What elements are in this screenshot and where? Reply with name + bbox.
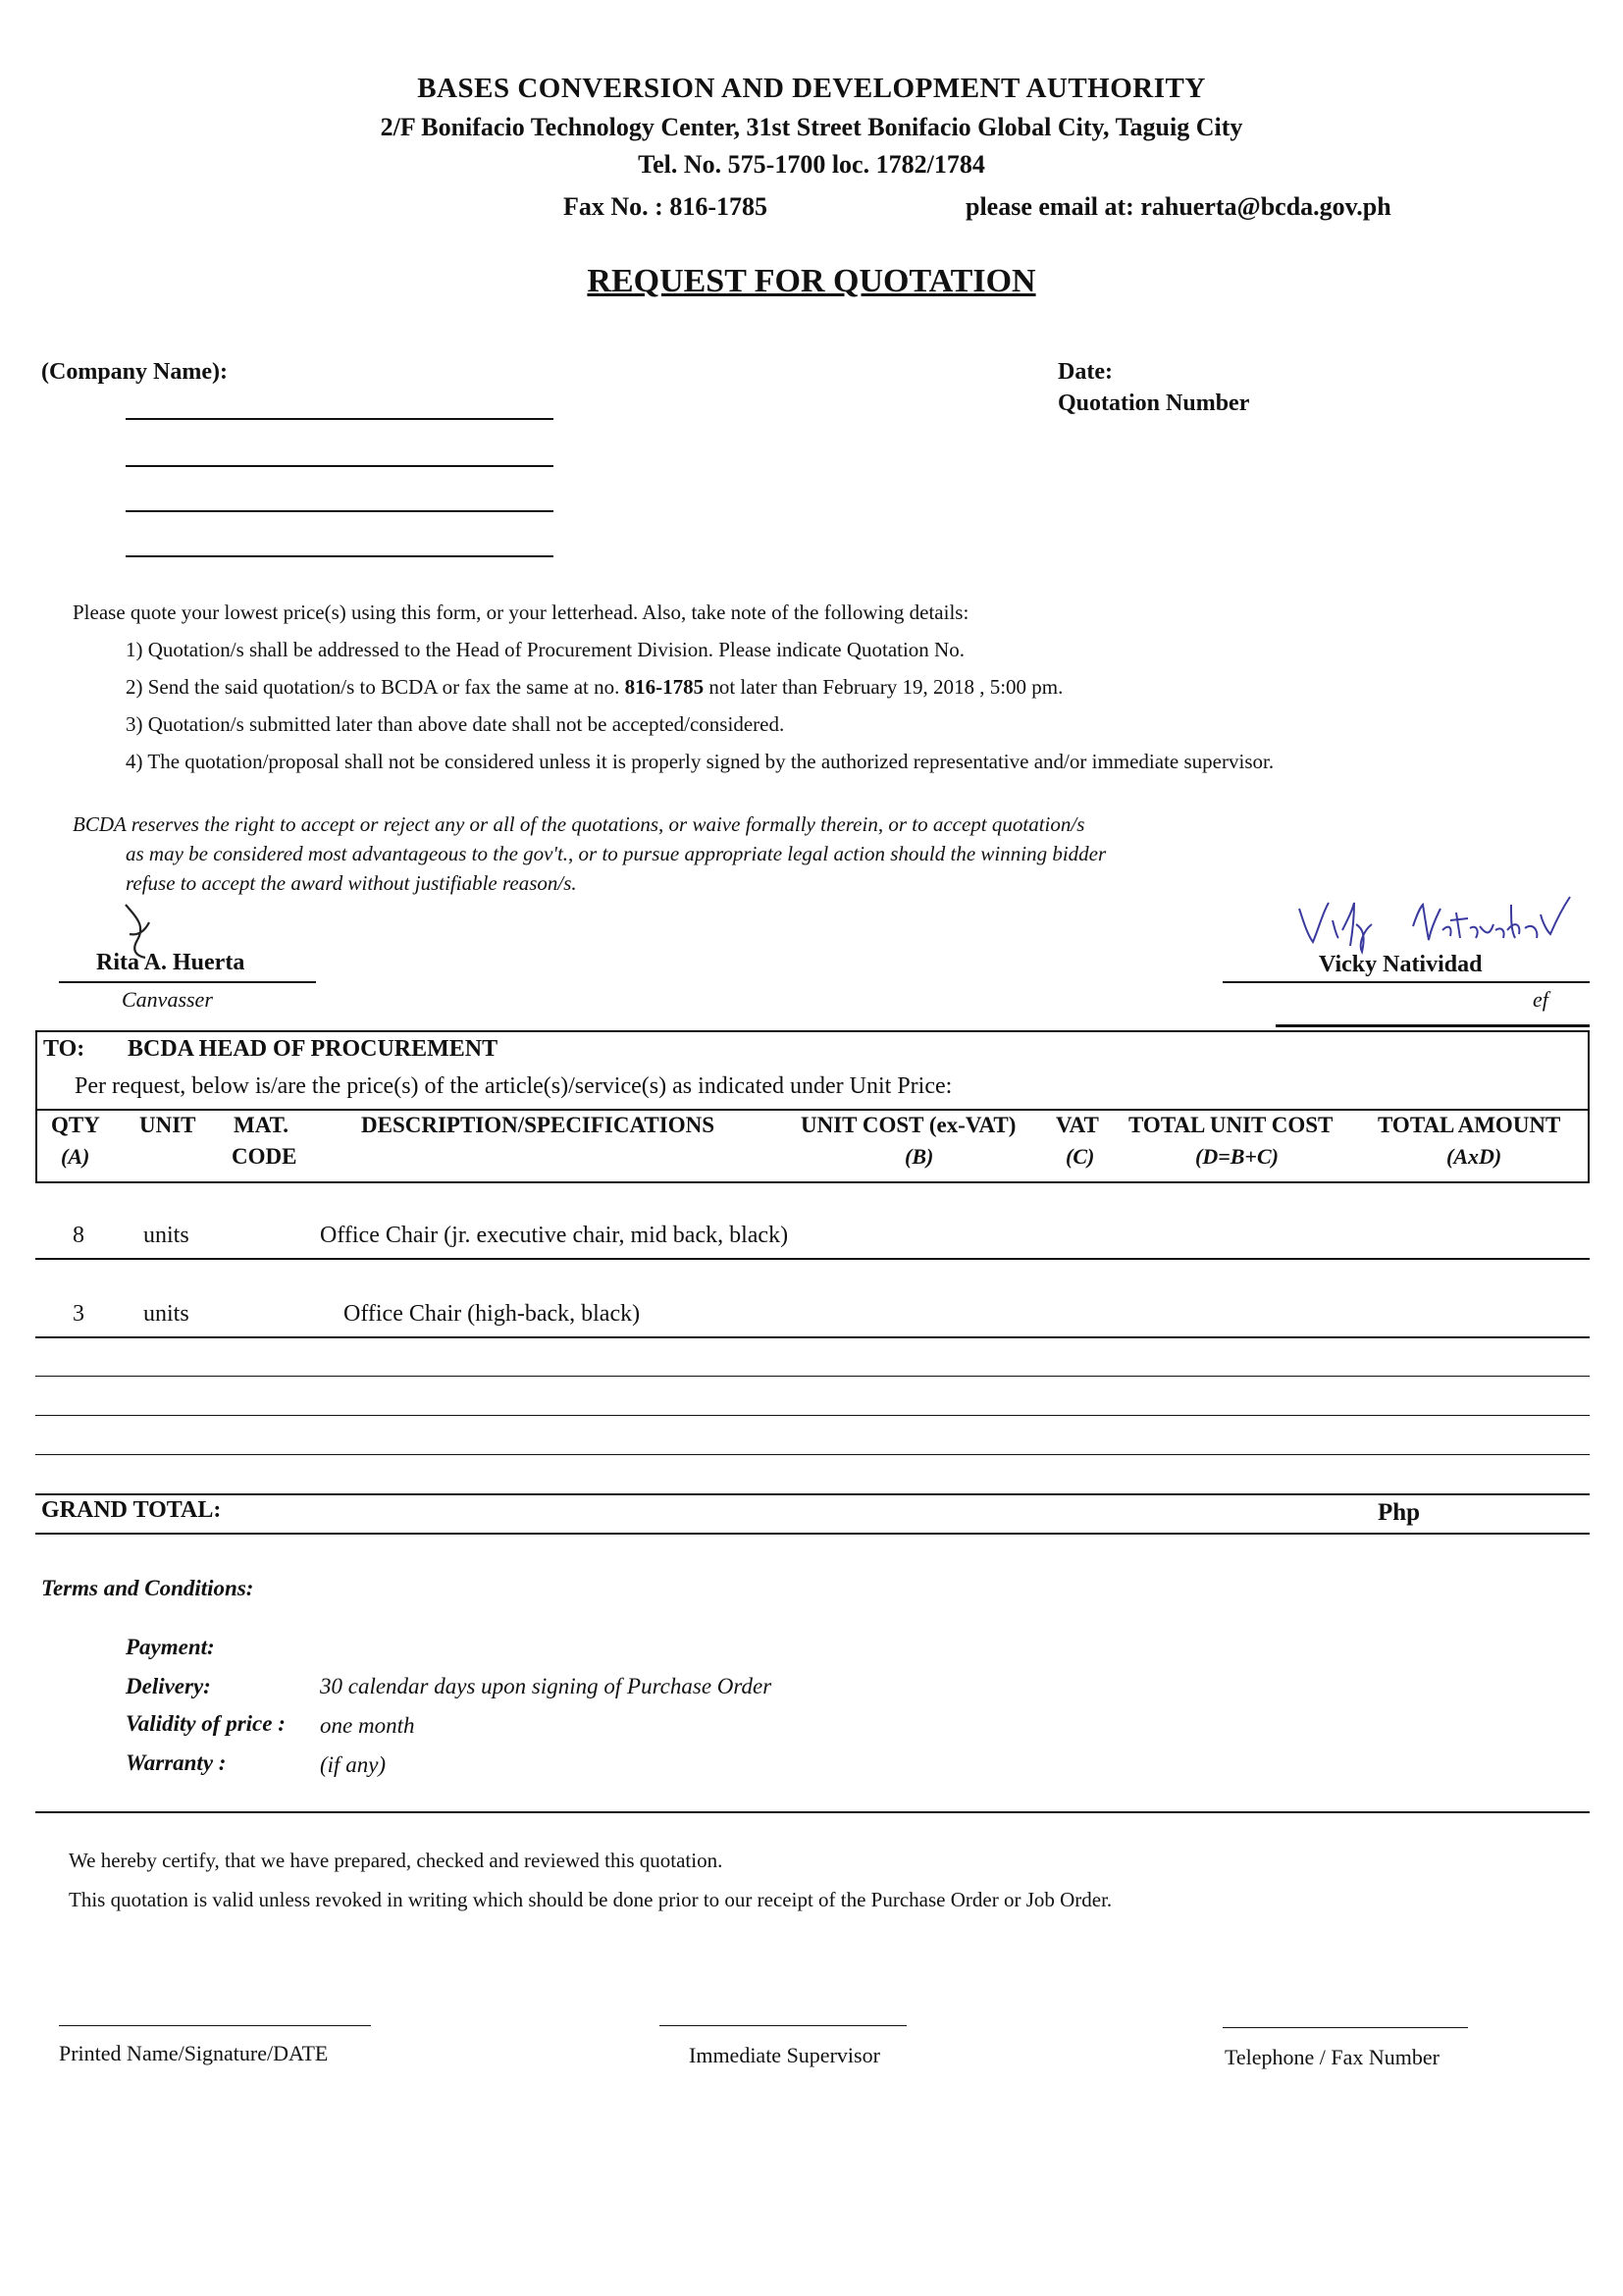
telephone-fax-line[interactable] [1223, 2027, 1468, 2028]
supervisor-name: Vicky Natividad [1319, 952, 1483, 977]
notice-line-1: BCDA reserves the right to accept or reject any or all of the quotations, or waive formally therein, or to accept quotation/s [73, 812, 1085, 836]
terms-heading: Terms and Conditions: [41, 1576, 254, 1600]
canvasser-name: Rita A. Huerta [96, 950, 245, 975]
table-row-line [35, 1493, 1590, 1495]
organization-fax: Fax No. : 816-1785 [563, 192, 767, 221]
organization-address: 2/F Bonifacio Technology Center, 31st Street Bonifacio Global City, Taguig City [380, 113, 1243, 141]
delivery-label: Delivery: [126, 1674, 211, 1698]
col-header-unit-cost: UNIT COST (ex-VAT) [801, 1113, 1017, 1137]
col-sub-qty: (A) [61, 1144, 90, 1169]
to-recipient: BCDA HEAD OF PROCUREMENT [128, 1036, 498, 1062]
col-header-vat: VAT [1056, 1113, 1099, 1137]
terms-bottom-line [35, 1811, 1590, 1813]
supervisor-signature-line [1223, 981, 1590, 983]
item-2-unit: units [143, 1301, 189, 1327]
certify-line-2: This quotation is valid unless revoked in writing which should be done prior to our receipt of the Purchase Order or Job Order. [69, 1888, 1113, 1911]
supervisor-role-fragment: ef [1533, 987, 1548, 1012]
printed-name-signature-label: Printed Name/Signature/DATE [59, 2041, 329, 2065]
company-line-3[interactable] [126, 510, 553, 512]
table-header-divider [35, 1109, 1590, 1111]
instruction-fax-number: 816-1785 [624, 675, 705, 699]
col-header-mat: MAT. [234, 1113, 288, 1137]
contact-email: please email at: rahuerta@bcda.gov.ph [966, 192, 1391, 221]
company-line-2[interactable] [126, 465, 553, 467]
warranty-label: Warranty : [126, 1750, 227, 1775]
notice-line-3: refuse to accept the award without justifiable reason/s. [126, 871, 577, 895]
validity-value: one month [320, 1713, 415, 1738]
organization-name: BASES CONVERSION AND DEVELOPMENT AUTHORITY [417, 73, 1206, 104]
instruction-item-4: 4) The quotation/proposal shall not be considered unless it is properly signed by the authorized representative and/or immediate supervisor. [126, 750, 1275, 773]
item-2-qty: 3 [73, 1301, 84, 1327]
payment-label: Payment: [126, 1635, 215, 1659]
col-sub-mat-code: CODE [232, 1144, 297, 1169]
letterhead [0, 73, 1623, 180]
telephone-fax-label: Telephone / Fax Number [1225, 2045, 1440, 2069]
immediate-supervisor-label: Immediate Supervisor [689, 2043, 880, 2067]
delivery-value: 30 calendar days upon signing of Purchase Order [320, 1674, 772, 1698]
instruction-item-1: 1) Quotation/s shall be addressed to the Head of Procurement Division. Please indicate Quotation No. [126, 638, 965, 661]
validity-label: Validity of price : [126, 1711, 286, 1736]
instruction-item-3: 3) Quotation/s submitted later than above date shall not be accepted/considered. [126, 712, 785, 736]
instruction-deadline: not later than February 19, 2018 , 5:00 pm. [704, 675, 1064, 699]
quotation-number-label: Quotation Number [1058, 391, 1250, 416]
item-1-unit: units [143, 1223, 189, 1248]
per-request-statement: Per request, below is/are the price(s) of the article(s)/service(s) as indicated under Unit Price: [75, 1073, 953, 1099]
company-line-1[interactable] [126, 418, 553, 420]
grand-total-line [35, 1533, 1590, 1535]
col-sub-total-unit-cost: (D=B+C) [1195, 1144, 1279, 1169]
col-sub-unit-cost: (B) [905, 1144, 934, 1169]
company-name-label: (Company Name): [41, 359, 228, 385]
printed-name-signature-line[interactable] [59, 2025, 371, 2026]
grand-total-currency: Php [1378, 1499, 1421, 1526]
cropped-stroke [1276, 1024, 1590, 1027]
item-1-description: Office Chair (jr. executive chair, mid back, black) [320, 1223, 789, 1248]
item-1-qty: 8 [73, 1223, 84, 1248]
document-title: REQUEST FOR QUOTATION [587, 263, 1036, 299]
certify-line-1: We hereby certify, that we have prepared, checked and reviewed this quotation. [69, 1849, 723, 1872]
date-label: Date: [1058, 359, 1113, 385]
table-row-line [35, 1415, 1590, 1416]
item-2-description: Office Chair (high-back, black) [343, 1301, 641, 1327]
to-label: TO: [43, 1036, 85, 1062]
table-row-line [35, 1336, 1590, 1338]
organization-telephone: Tel. No. 575-1700 loc. 1782/1784 [638, 150, 985, 179]
supervisor-handwritten-signature [1293, 891, 1597, 956]
instruction-item-2-text: 2) Send the said quotation/s to BCDA or fax the same at no. [126, 675, 625, 699]
col-sub-vat: (C) [1066, 1144, 1095, 1169]
col-header-unit: UNIT [139, 1113, 196, 1137]
col-header-total-amount: TOTAL AMOUNT [1378, 1113, 1561, 1137]
col-header-total-unit-cost: TOTAL UNIT COST [1128, 1113, 1334, 1137]
notice-line-2: as may be considered most advantageous to the gov't., or to pursue appropriate legal action should the winning bidder [126, 842, 1107, 865]
canvasser-signature-line [59, 981, 316, 983]
table-row-line [35, 1376, 1590, 1377]
canvasser-role: Canvasser [122, 987, 213, 1012]
table-row-line [35, 1258, 1590, 1260]
table-row-line [35, 1454, 1590, 1455]
warranty-value: (if any) [320, 1752, 387, 1777]
grand-total-label: GRAND TOTAL: [41, 1497, 222, 1523]
col-header-qty: QTY [51, 1113, 100, 1137]
instruction-item-2 [126, 675, 1063, 700]
company-line-4[interactable] [126, 555, 553, 557]
col-header-description: DESCRIPTION/SPECIFICATIONS [361, 1113, 714, 1137]
instructions-intro: Please quote your lowest price(s) using this form, or your letterhead. Also, take note of the following details: [73, 600, 969, 624]
immediate-supervisor-line[interactable] [659, 2025, 907, 2026]
col-sub-total-amount: (AxD) [1446, 1144, 1502, 1169]
